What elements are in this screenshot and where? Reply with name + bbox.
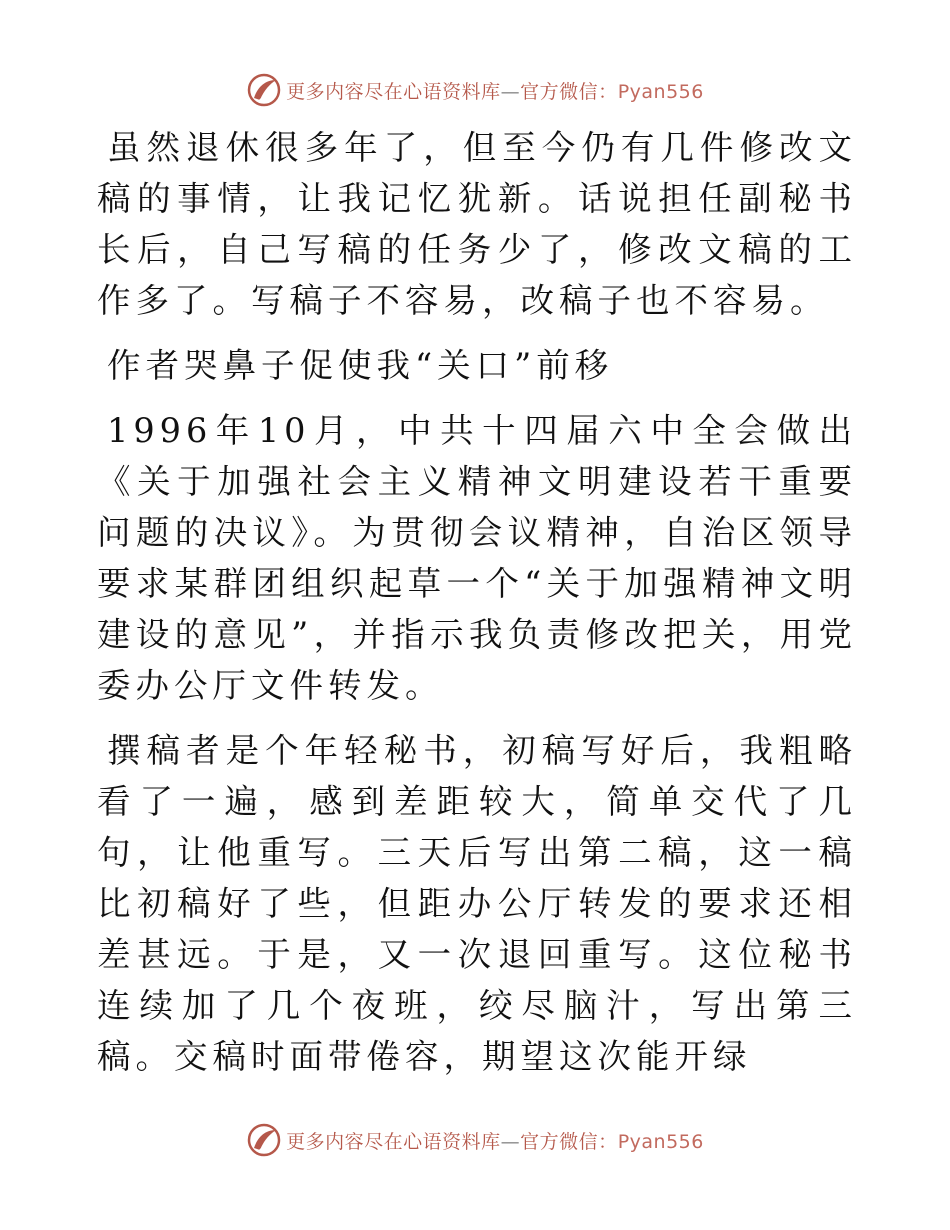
watermark-text: 更多内容尽在心语资料库—官方微信：Pyan556 xyxy=(286,1130,704,1153)
article-body xyxy=(97,122,857,1096)
paragraph-background: 1996年10月，中共十四届六中全会做出《关于加强社会主义精神文明建设若干重要问题的决议》。为贯彻会议精神，自治区领导要求某群团组织起草一个“关于加强精神文明建设的意见”，并指示我负责修改把关，用党委办公厅文件转发。 xyxy=(97,411,857,705)
watermark-text: 更多内容尽在心语资料库—官方微信：Pyan556 xyxy=(286,80,704,103)
library-logo-icon xyxy=(246,72,282,108)
watermark-banner-top xyxy=(0,70,950,110)
paragraph-intro: 虽然退休很多年了，但至今仍有几件修改文稿的事情，让我记忆犹新。话说担任副秘书长后，自己写稿的任务少了，修改文稿的工作多了。写稿子不容易，改稿子也不容易。 xyxy=(97,128,857,320)
watermark-banner-bottom xyxy=(0,1120,950,1160)
library-logo-icon xyxy=(246,1122,282,1158)
section-heading: 作者哭鼻子促使我“关口”前移 xyxy=(107,346,614,385)
paragraph-drafting: 撰稿者是个年轻秘书，初稿写好后，我粗略看了一遍，感到差距较大，简单交代了几句，让他重写。三天后写出第二稿，这一稿比初稿好了些，但距办公厅转发的要求还相差甚远。于是，又一次退回重写。这位秘书连续加了几个夜班，绞尽脑汁，写出第三稿。交稿时面带倦容，期望这次能开绿 xyxy=(97,731,857,1076)
